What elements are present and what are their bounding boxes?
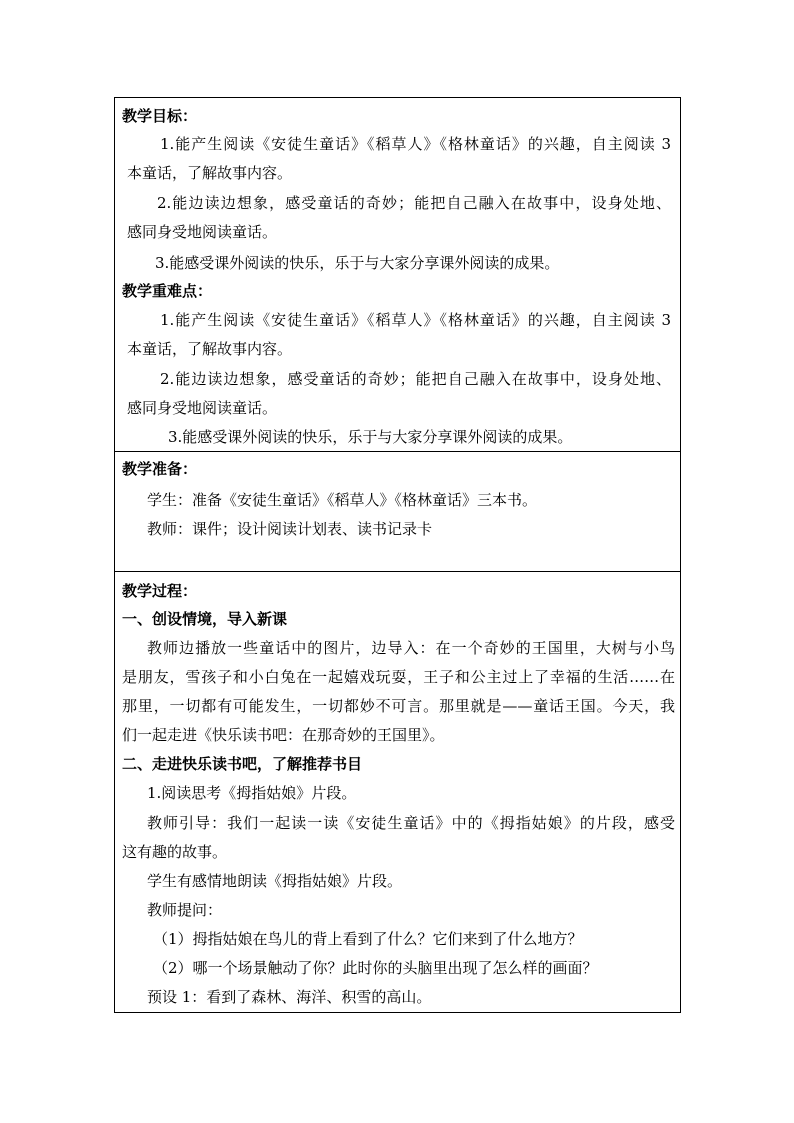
section-2-title: 二、走进快乐读书吧，了解推荐书目	[122, 755, 363, 773]
goals-line-2: 本童话，了解故事内容。	[127, 164, 293, 182]
section-1-title: 一、创设情境，导入新课	[122, 610, 288, 628]
section-2-line-8: 预设 1：看到了森林、海洋、积雪的高山。	[147, 988, 432, 1006]
key-points-heading: 教学重难点：	[122, 282, 213, 300]
key-points-line-1: 1.能产生阅读《安徒生童话》《稻草人》《格林童话》的兴趣，自主阅读 3	[160, 311, 671, 329]
key-points-line-2: 本童话，了解故事内容。	[127, 340, 293, 358]
section-1-line-3: 那里，一切都有可能发生，一切都妙不可言。那里就是——童话王国。今天，我	[122, 697, 675, 715]
section-2-line-6: （1）拇指姑娘在鸟儿的背上看到了什么？它们来到了什么地方？	[153, 930, 583, 948]
section-2-line-4: 学生有感情地朗读《拇指姑娘》片段。	[147, 872, 403, 890]
process-cell	[115, 572, 681, 1013]
goals-and-key-points-cell	[115, 98, 681, 452]
preparation-student: 学生：准备《安徒生童话》《稻草人》《格林童话》三本书。	[147, 491, 538, 509]
key-points-line-5: 3.能感受课外阅读的快乐，乐于与大家分享课外阅读的成果。	[168, 428, 573, 446]
process-row	[115, 572, 681, 1013]
goals-line-4: 感同身受地阅读童话。	[127, 223, 278, 241]
preparation-teacher: 教师：课件；设计阅读计划表、读书记录卡	[147, 520, 433, 538]
section-2-line-2: 教师引导：我们一起读一读《安徒生童话》中的《拇指姑娘》的片段，感受	[147, 814, 675, 832]
key-points-line-3: 2.能边读边想象，感受童话的奇妙；能把自己融入在故事中，设身处地、	[160, 370, 671, 388]
goals-heading: 教学目标：	[122, 107, 198, 125]
lesson-plan-table	[114, 97, 681, 1013]
section-2-line-5: 教师提问：	[147, 901, 223, 919]
goals-line-1: 1.能产生阅读《安徒生童话》《稻草人》《格林童话》的兴趣，自主阅读 3	[160, 135, 671, 153]
preparation-cell	[115, 452, 681, 572]
section-1-line-1: 教师边播放一些童话中的图片，边导入：在一个奇妙的王国里，大树与小鸟	[147, 639, 675, 657]
process-heading: 教学过程：	[122, 582, 198, 600]
section-2-line-7: （2）哪一个场景触动了你？此时你的头脑里出现了怎么样的画面？	[153, 959, 598, 977]
preparation-row	[115, 452, 681, 572]
goals-line-5: 3.能感受课外阅读的快乐，乐于与大家分享课外阅读的成果。	[155, 254, 560, 272]
key-points-line-4: 感同身受地阅读童话。	[127, 399, 278, 417]
section-2-line-1: 1.阅读思考《拇指姑娘》片段。	[147, 784, 357, 802]
section-2-line-3: 这有趣的故事。	[122, 843, 228, 861]
goals-line-3: 2.能边读边想象，感受童话的奇妙；能把自己融入在故事中，设身处地、	[157, 194, 671, 212]
section-1-line-4: 们一起走进《快乐读书吧：在那奇妙的王国里》。	[122, 726, 445, 744]
goals-row	[115, 98, 681, 452]
section-1-line-2: 是朋友，雪孩子和小白兔在一起嬉戏玩耍，王子和公主过上了幸福的生活……在	[122, 668, 675, 686]
preparation-heading: 教学准备：	[122, 460, 198, 478]
